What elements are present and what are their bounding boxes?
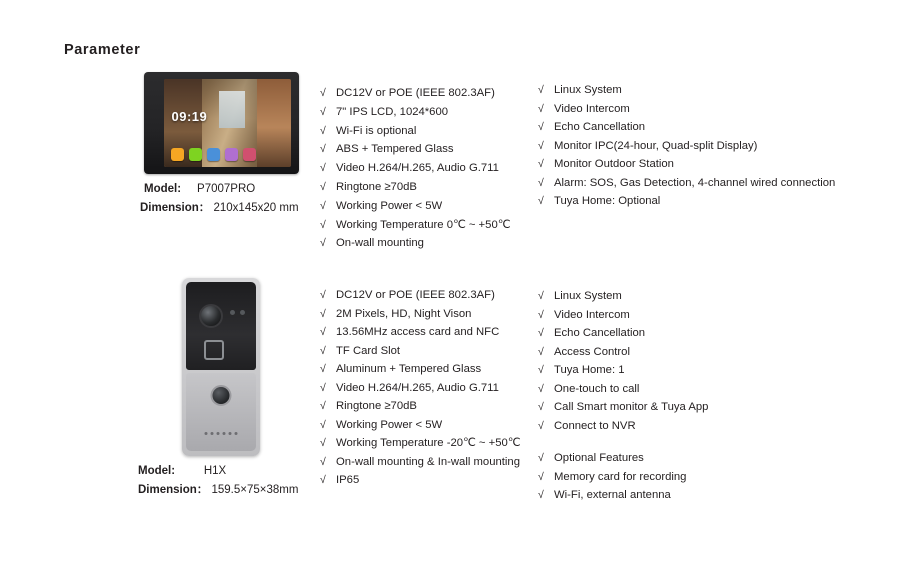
dimension-row	[140, 199, 306, 218]
spec-item	[320, 416, 535, 434]
spec-text: Call Smart monitor & Tuya App	[554, 401, 709, 413]
check-icon: √	[320, 381, 326, 394]
spec-text: TF Card Slot	[336, 344, 401, 357]
spec-item	[538, 137, 868, 155]
check-icon: √	[320, 400, 326, 412]
spec-item	[320, 360, 535, 378]
spec-text: Memory card for recording	[554, 470, 687, 483]
check-icon: √	[320, 218, 326, 231]
spec-text: Video Intercom	[554, 308, 630, 321]
spec-text: Working Temperature -20℃ ~ +50℃	[336, 437, 521, 449]
check-icon: √	[538, 382, 544, 395]
app-icon-2	[189, 148, 202, 161]
spec-text: 13.56MHz access card and NFC	[336, 326, 500, 338]
spec-item	[538, 398, 868, 416]
check-icon: √	[320, 418, 326, 431]
check-icon: √	[538, 158, 544, 170]
camera-lens-icon	[199, 304, 223, 328]
spec-item	[538, 324, 868, 342]
app-icon-3	[207, 148, 220, 161]
check-icon: √	[538, 121, 544, 133]
device-image-column	[136, 278, 306, 500]
check-icon: √	[320, 344, 326, 357]
spec-text: Ringtone ≥70dB	[336, 400, 417, 412]
spec-item	[320, 178, 530, 196]
device-meta	[136, 180, 306, 218]
check-icon: √	[320, 124, 326, 137]
ir-led-icon	[240, 310, 245, 315]
spec-text: Optional Features	[554, 452, 644, 464]
model-row	[140, 180, 306, 199]
spec-item	[538, 468, 868, 486]
check-icon: √	[320, 237, 326, 250]
spec-text: Aluminum + Tempered Glass	[336, 363, 482, 375]
door-station-upper-panel	[186, 282, 256, 370]
spec-item	[538, 380, 868, 398]
spec-item	[538, 118, 868, 136]
check-icon: √	[538, 102, 544, 115]
spec-text: One-touch to call	[554, 382, 640, 395]
spec-text: Access Control	[554, 345, 630, 358]
spec-text: Monitor Outdoor Station	[554, 158, 674, 170]
spec-item	[538, 361, 868, 379]
spec-text: Working Temperature 0℃ ~ +50℃	[336, 218, 511, 231]
spec-text: DC12V or POE (IEEE 802.3AF)	[336, 289, 495, 301]
speaker-grille-icon	[205, 432, 238, 435]
check-icon: √	[320, 474, 326, 486]
spec-item	[538, 287, 868, 305]
dimension-label: Dimension：	[138, 484, 209, 496]
check-icon: √	[320, 455, 326, 468]
spec-text: Echo Cancellation	[554, 327, 646, 339]
check-icon: √	[538, 139, 544, 152]
spec-text: Tuya Home: Optional	[554, 195, 661, 207]
monitor-screen	[164, 79, 291, 167]
check-icon: √	[320, 307, 326, 320]
check-icon: √	[320, 180, 326, 193]
dimension-value: 159.5×75×38mm	[211, 484, 299, 496]
app-icon-4	[225, 148, 238, 161]
spec-column-hardware	[320, 84, 530, 253]
check-icon: √	[320, 143, 326, 156]
spec-item	[538, 192, 868, 210]
check-icon: √	[320, 87, 326, 99]
dimension-row	[138, 481, 306, 500]
spec-item	[538, 417, 868, 435]
dimension-label: Dimension：	[140, 202, 211, 214]
spec-item	[320, 323, 535, 341]
check-icon: √	[538, 364, 544, 376]
spec-text: Connect to NVR	[554, 419, 636, 432]
model-value: H1X	[203, 465, 227, 477]
screen-scene-right	[257, 79, 290, 167]
spec-item	[320, 286, 535, 304]
device-image-column	[136, 72, 306, 218]
spec-item	[320, 216, 530, 234]
call-button-icon	[211, 385, 232, 406]
spec-text: DC12V or POE (IEEE 802.3AF)	[336, 87, 495, 99]
spec-text: ABS + Tempered Glass	[336, 143, 454, 156]
spec-item	[320, 453, 535, 471]
spec-text: 7" IPS LCD, 1024*600	[336, 105, 449, 118]
app-icon-5	[243, 148, 256, 161]
screen-scene-window	[219, 91, 244, 128]
spec-item	[320, 342, 535, 360]
spec-item	[320, 197, 530, 215]
check-icon: √	[320, 105, 326, 118]
spec-item	[320, 122, 530, 140]
spec-text: Wi-Fi, external antenna	[554, 489, 671, 501]
check-icon: √	[538, 419, 544, 432]
spec-text: On-wall mounting & In-wall mounting	[336, 455, 520, 468]
spec-text: Video Intercom	[554, 102, 630, 115]
check-icon: √	[320, 437, 326, 449]
check-icon: √	[320, 162, 326, 175]
spec-item	[320, 471, 535, 489]
spec-item	[320, 379, 535, 397]
spec-text: Video H.264/H.265, Audio G.711	[336, 162, 499, 175]
check-icon: √	[538, 452, 544, 464]
model-row	[138, 462, 306, 481]
check-icon: √	[538, 489, 544, 501]
check-icon: √	[538, 401, 544, 413]
spec-text: Working Power < 5W	[336, 418, 443, 431]
check-icon: √	[538, 176, 544, 189]
spec-column-features	[538, 287, 868, 435]
check-icon: √	[320, 326, 326, 338]
spec-item	[538, 449, 868, 467]
spec-text: 2M Pixels, HD, Night Vison	[336, 307, 472, 320]
dimension-value: 210x145x20 mm	[213, 202, 299, 214]
spec-item	[320, 397, 535, 415]
spec-item	[320, 434, 535, 452]
check-icon: √	[538, 470, 544, 483]
check-icon: √	[320, 289, 326, 301]
check-icon: √	[538, 84, 544, 96]
spec-item	[320, 140, 530, 158]
spec-column-optional	[538, 449, 868, 505]
screen-clock: 09:19	[171, 109, 208, 124]
check-icon: √	[538, 195, 544, 207]
door-station-lower-panel	[186, 373, 256, 451]
check-icon: √	[538, 290, 544, 302]
spec-column-hardware	[320, 286, 535, 490]
spec-item	[538, 174, 868, 192]
spec-column-features	[538, 81, 868, 211]
spec-item	[320, 84, 530, 102]
check-icon: √	[320, 199, 326, 212]
spec-text: Tuya Home: 1	[554, 364, 625, 376]
ir-led-icon	[230, 310, 235, 315]
page-title: Parameter	[64, 42, 141, 58]
spec-text: IP65	[336, 474, 360, 486]
spec-item	[320, 103, 530, 121]
spec-text: Video H.264/H.265, Audio G.711	[336, 381, 499, 394]
model-value: P7007PRO	[197, 183, 256, 195]
check-icon: √	[320, 363, 326, 375]
spec-text: Ringtone ≥70dB	[336, 180, 417, 193]
spec-item	[538, 155, 868, 173]
spec-item	[538, 486, 868, 504]
spec-item	[538, 343, 868, 361]
spec-text: Linux System	[554, 290, 622, 302]
spec-text: Wi-Fi is optional	[336, 124, 417, 137]
card-reader-icon	[204, 340, 224, 360]
check-icon: √	[538, 345, 544, 358]
spec-text: On-wall mounting	[336, 237, 424, 250]
screen-app-icons	[171, 148, 256, 161]
spec-text: Monitor IPC(24-hour, Quad-split Display)	[554, 139, 758, 152]
spec-item	[538, 100, 868, 118]
model-label: Model:	[144, 183, 182, 195]
door-station-image	[182, 278, 260, 456]
spec-item	[320, 234, 530, 252]
spec-item	[320, 159, 530, 177]
indoor-monitor-image	[144, 72, 299, 174]
spec-item	[320, 305, 535, 323]
spec-item	[538, 306, 868, 324]
app-icon-1	[171, 148, 184, 161]
spec-text: Working Power < 5W	[336, 199, 443, 212]
check-icon: √	[538, 327, 544, 339]
spec-item	[538, 81, 868, 99]
model-label: Model:	[138, 465, 176, 477]
spec-text: Linux System	[554, 84, 622, 96]
check-icon: √	[538, 308, 544, 321]
spec-text: Alarm: SOS, Gas Detection, 4-channel wired connection	[554, 176, 836, 189]
device-meta	[136, 462, 306, 500]
spec-text: Echo Cancellation	[554, 121, 646, 133]
